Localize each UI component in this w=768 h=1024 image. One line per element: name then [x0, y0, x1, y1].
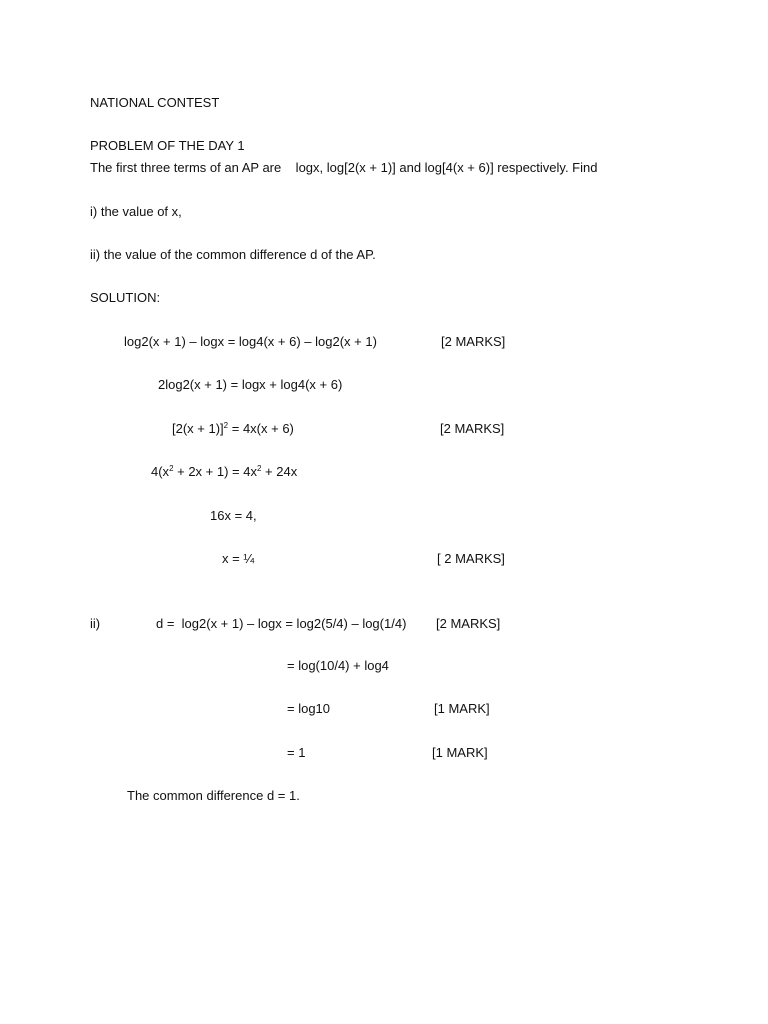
part-i-question: i) the value of x, [90, 204, 182, 219]
step-4-part-b: + 2x + 1) = 4x [173, 464, 257, 479]
part-ii-label: ii) [90, 616, 101, 631]
solution-label: SOLUTION: [90, 290, 161, 305]
solution-step-4 [151, 465, 297, 478]
part-ii-question: ii) the value of the common difference d of the AP. [90, 247, 376, 262]
solution-step-3 [172, 422, 294, 435]
problem-statement: The first three terms of an AP are logx, log[2(x + 1)] and log[4(x + 6)] respectively. Find [90, 160, 598, 175]
marks-label: [2 MARKS] [436, 616, 501, 631]
part-ii-step-1: d = log2(x + 1) – logx = log2(5/4) – log(1/4) [156, 616, 407, 631]
solution-step-1: log2(x + 1) – logx = log4(x + 6) – log2(x + 1) [124, 334, 377, 349]
solution-step-2: 2log2(x + 1) = logx + log4(x + 6) [158, 377, 343, 392]
conclusion: The common difference d = 1. [127, 788, 300, 803]
marks-label: [2 MARKS] [441, 334, 506, 349]
solution-step-5: 16x = 4, [210, 508, 257, 523]
document-header: NATIONAL CONTEST [90, 95, 220, 110]
step-3-right: = 4x(x + 6) [228, 421, 294, 436]
marks-label: [ 2 MARKS] [437, 551, 505, 566]
exponent: 2 [256, 464, 262, 473]
exponent: 2 [169, 464, 174, 473]
part-ii-step-3: = log10 [287, 701, 331, 716]
marks-label: [1 MARK] [432, 745, 488, 760]
part-ii-step-4: = 1 [287, 745, 306, 760]
step-3-left: [2(x + 1)] [172, 421, 224, 436]
marks-label: [2 MARKS] [440, 421, 505, 436]
step-4-part-c: + 24x [261, 464, 298, 479]
solution-step-6: x = ¼ [222, 551, 255, 566]
problem-title: PROBLEM OF THE DAY 1 [90, 138, 245, 153]
exponent: 2 [223, 421, 229, 430]
step-4-part-a: 4(x [151, 464, 170, 479]
part-ii-step-2: = log(10/4) + log4 [287, 658, 389, 673]
marks-label: [1 MARK] [434, 701, 490, 716]
